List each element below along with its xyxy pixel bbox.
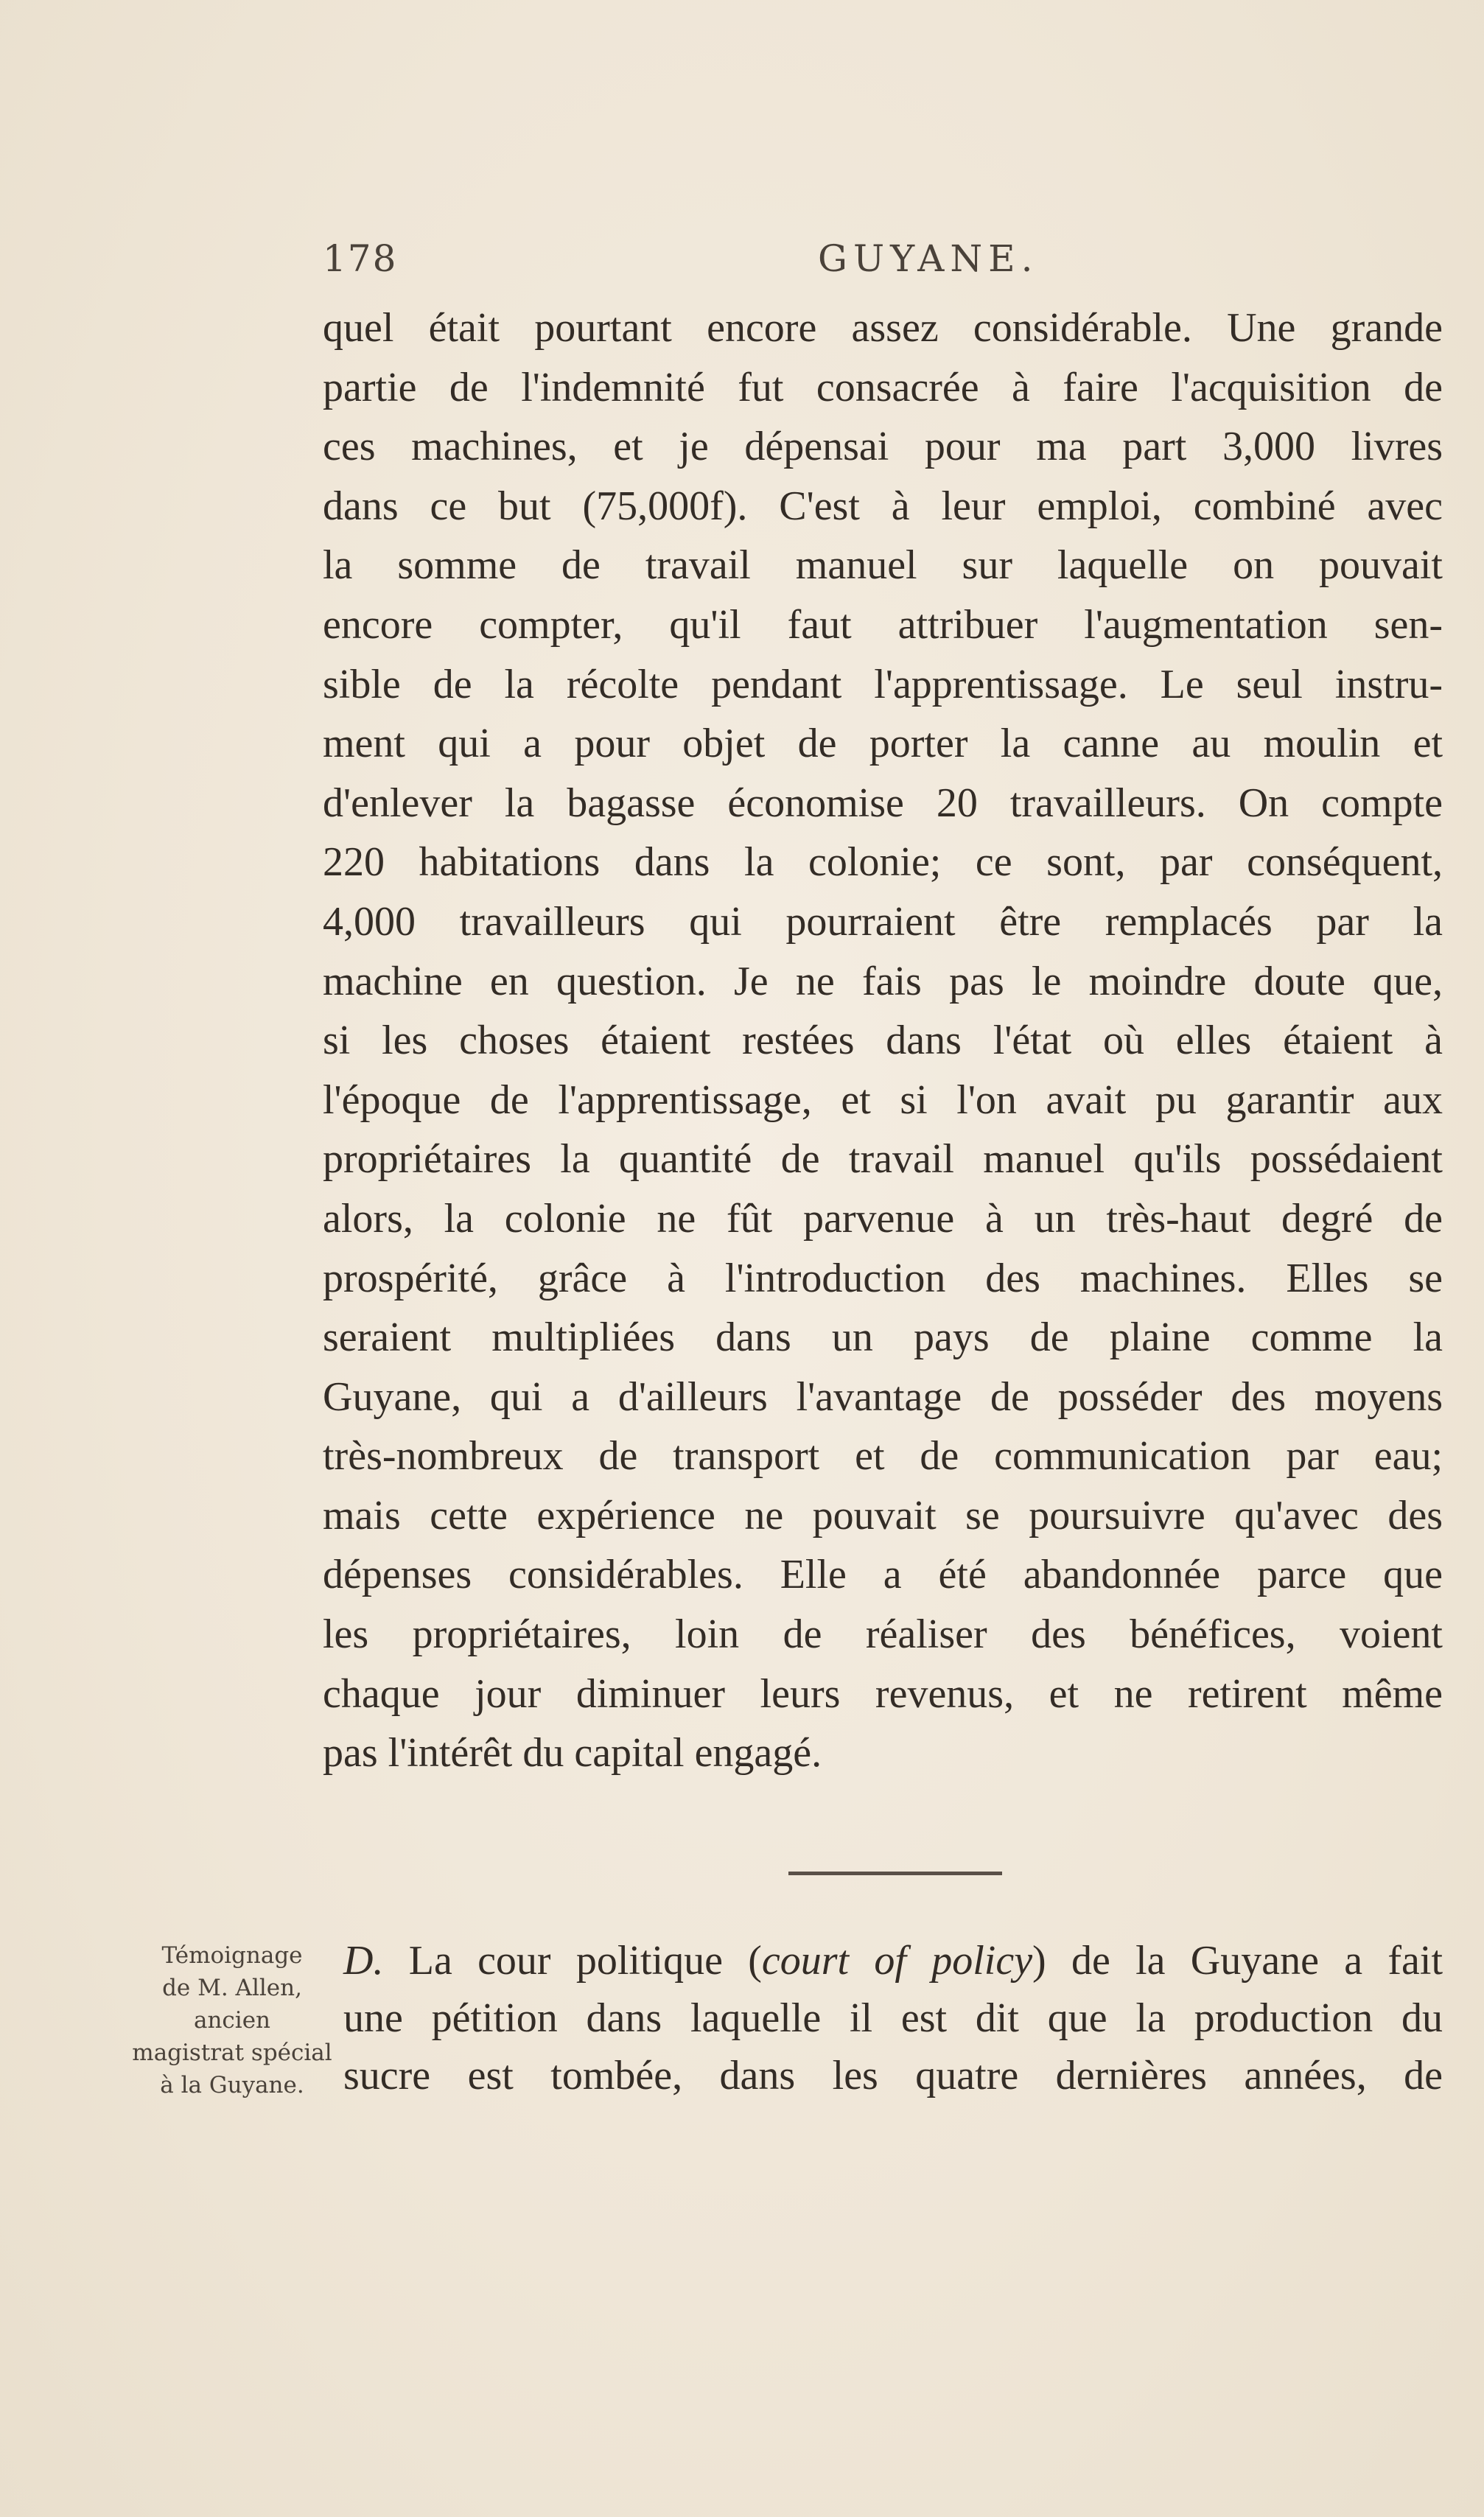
section-divider-rule (788, 1872, 1002, 1875)
text-line: pas l'intérêt du capital engagé. (323, 1730, 822, 1776)
text-line: 4,000 travailleurs qui pourraient être remplacés par la (323, 898, 1443, 945)
margin-note-line: à la Guyane. (160, 2072, 304, 2098)
text-line: la somme de travail manuel sur laquelle on pouvait (323, 542, 1443, 589)
text-line: quel était pourtant encore assez considérable. Une grande (323, 305, 1443, 351)
section-d-line: sucre est tombée, dans les quatre dernières années, de (343, 2053, 1443, 2098)
section-d-line (343, 1932, 1443, 1989)
text-line: mais cette expérience ne pouvait se poursuivre qu'avec des (323, 1492, 1443, 1538)
text-line: ment qui a pour objet de porter la canne au moulin et (323, 721, 1443, 767)
section-text-italic: court of policy (761, 1938, 1033, 1984)
page-number: 178 (323, 237, 398, 280)
section-d-line: une pétition dans laquelle il est dit que la production du (343, 1995, 1443, 2041)
text-line: d'enlever la bagasse économise 20 travailleurs. On compte (323, 780, 1443, 826)
text-line: encore compter, qu'il faut attribuer l'augmentation sen- (323, 601, 1443, 648)
text-line: seraient multipliées dans un pays de plaine comme la (323, 1314, 1443, 1361)
text-line: partie de l'indemnité fut consacrée à faire l'acquisition de (323, 364, 1443, 410)
text-line: très-nombreux de transport et de communication par eau; (323, 1433, 1443, 1480)
margin-note (111, 1939, 354, 2101)
margin-note-line: Témoignage (161, 1942, 303, 1969)
text-line: sible de la récolte pendant l'apprentissage. Le seul instru- (323, 661, 1443, 707)
text-line: ces machines, et je dépensai pour ma part 3,000 livres (323, 424, 1443, 470)
text-line: propriétaires la quantité de travail manuel qu'ils possédaient (323, 1136, 1443, 1183)
body-text (323, 298, 1443, 1783)
text-line: alors, la colonie ne fût parvenue à un très-haut degré de (323, 1195, 1443, 1242)
text-line: prospérité, grâce à l'introduction des machines. Elles se (323, 1255, 1443, 1301)
text-line: machine en question. Je ne fais pas le moindre doute que, (323, 958, 1443, 1004)
margin-note-line: ancien (193, 2007, 271, 2034)
margin-note-line: magistrat spécial (132, 2040, 332, 2066)
text-line: chaque jour diminuer leurs revenus, et ne retirent même (323, 1670, 1443, 1717)
text-line: Guyane, qui a d'ailleurs l'avantage de posséder des moyens (323, 1373, 1443, 1420)
text-line: 220 habitations dans la colonie; ce sont, par conséquent, (323, 839, 1443, 886)
section-text: ) de la Guyane a fait (1032, 1938, 1443, 1984)
section-label: D. (343, 1938, 384, 1984)
section-text: La cour politique ( (408, 1938, 762, 1984)
section-d (343, 1932, 1443, 2104)
text-line: si les choses étaient restées dans l'état où elles étaient à (323, 1018, 1443, 1064)
text-line: dans ce but (75,000f). C'est à leur emploi, combiné avec (323, 483, 1443, 529)
margin-note-line: de M. Allen, (162, 1975, 302, 2001)
running-head: GUYANE. (818, 237, 1039, 280)
text-line: dépenses considérables. Elle a été abandonnée parce que (323, 1552, 1443, 1598)
text-line: les propriétaires, loin de réaliser des bénéfices, voient (323, 1611, 1443, 1658)
text-line: l'époque de l'apprentissage, et si l'on avait pu garantir aux (323, 1077, 1443, 1123)
